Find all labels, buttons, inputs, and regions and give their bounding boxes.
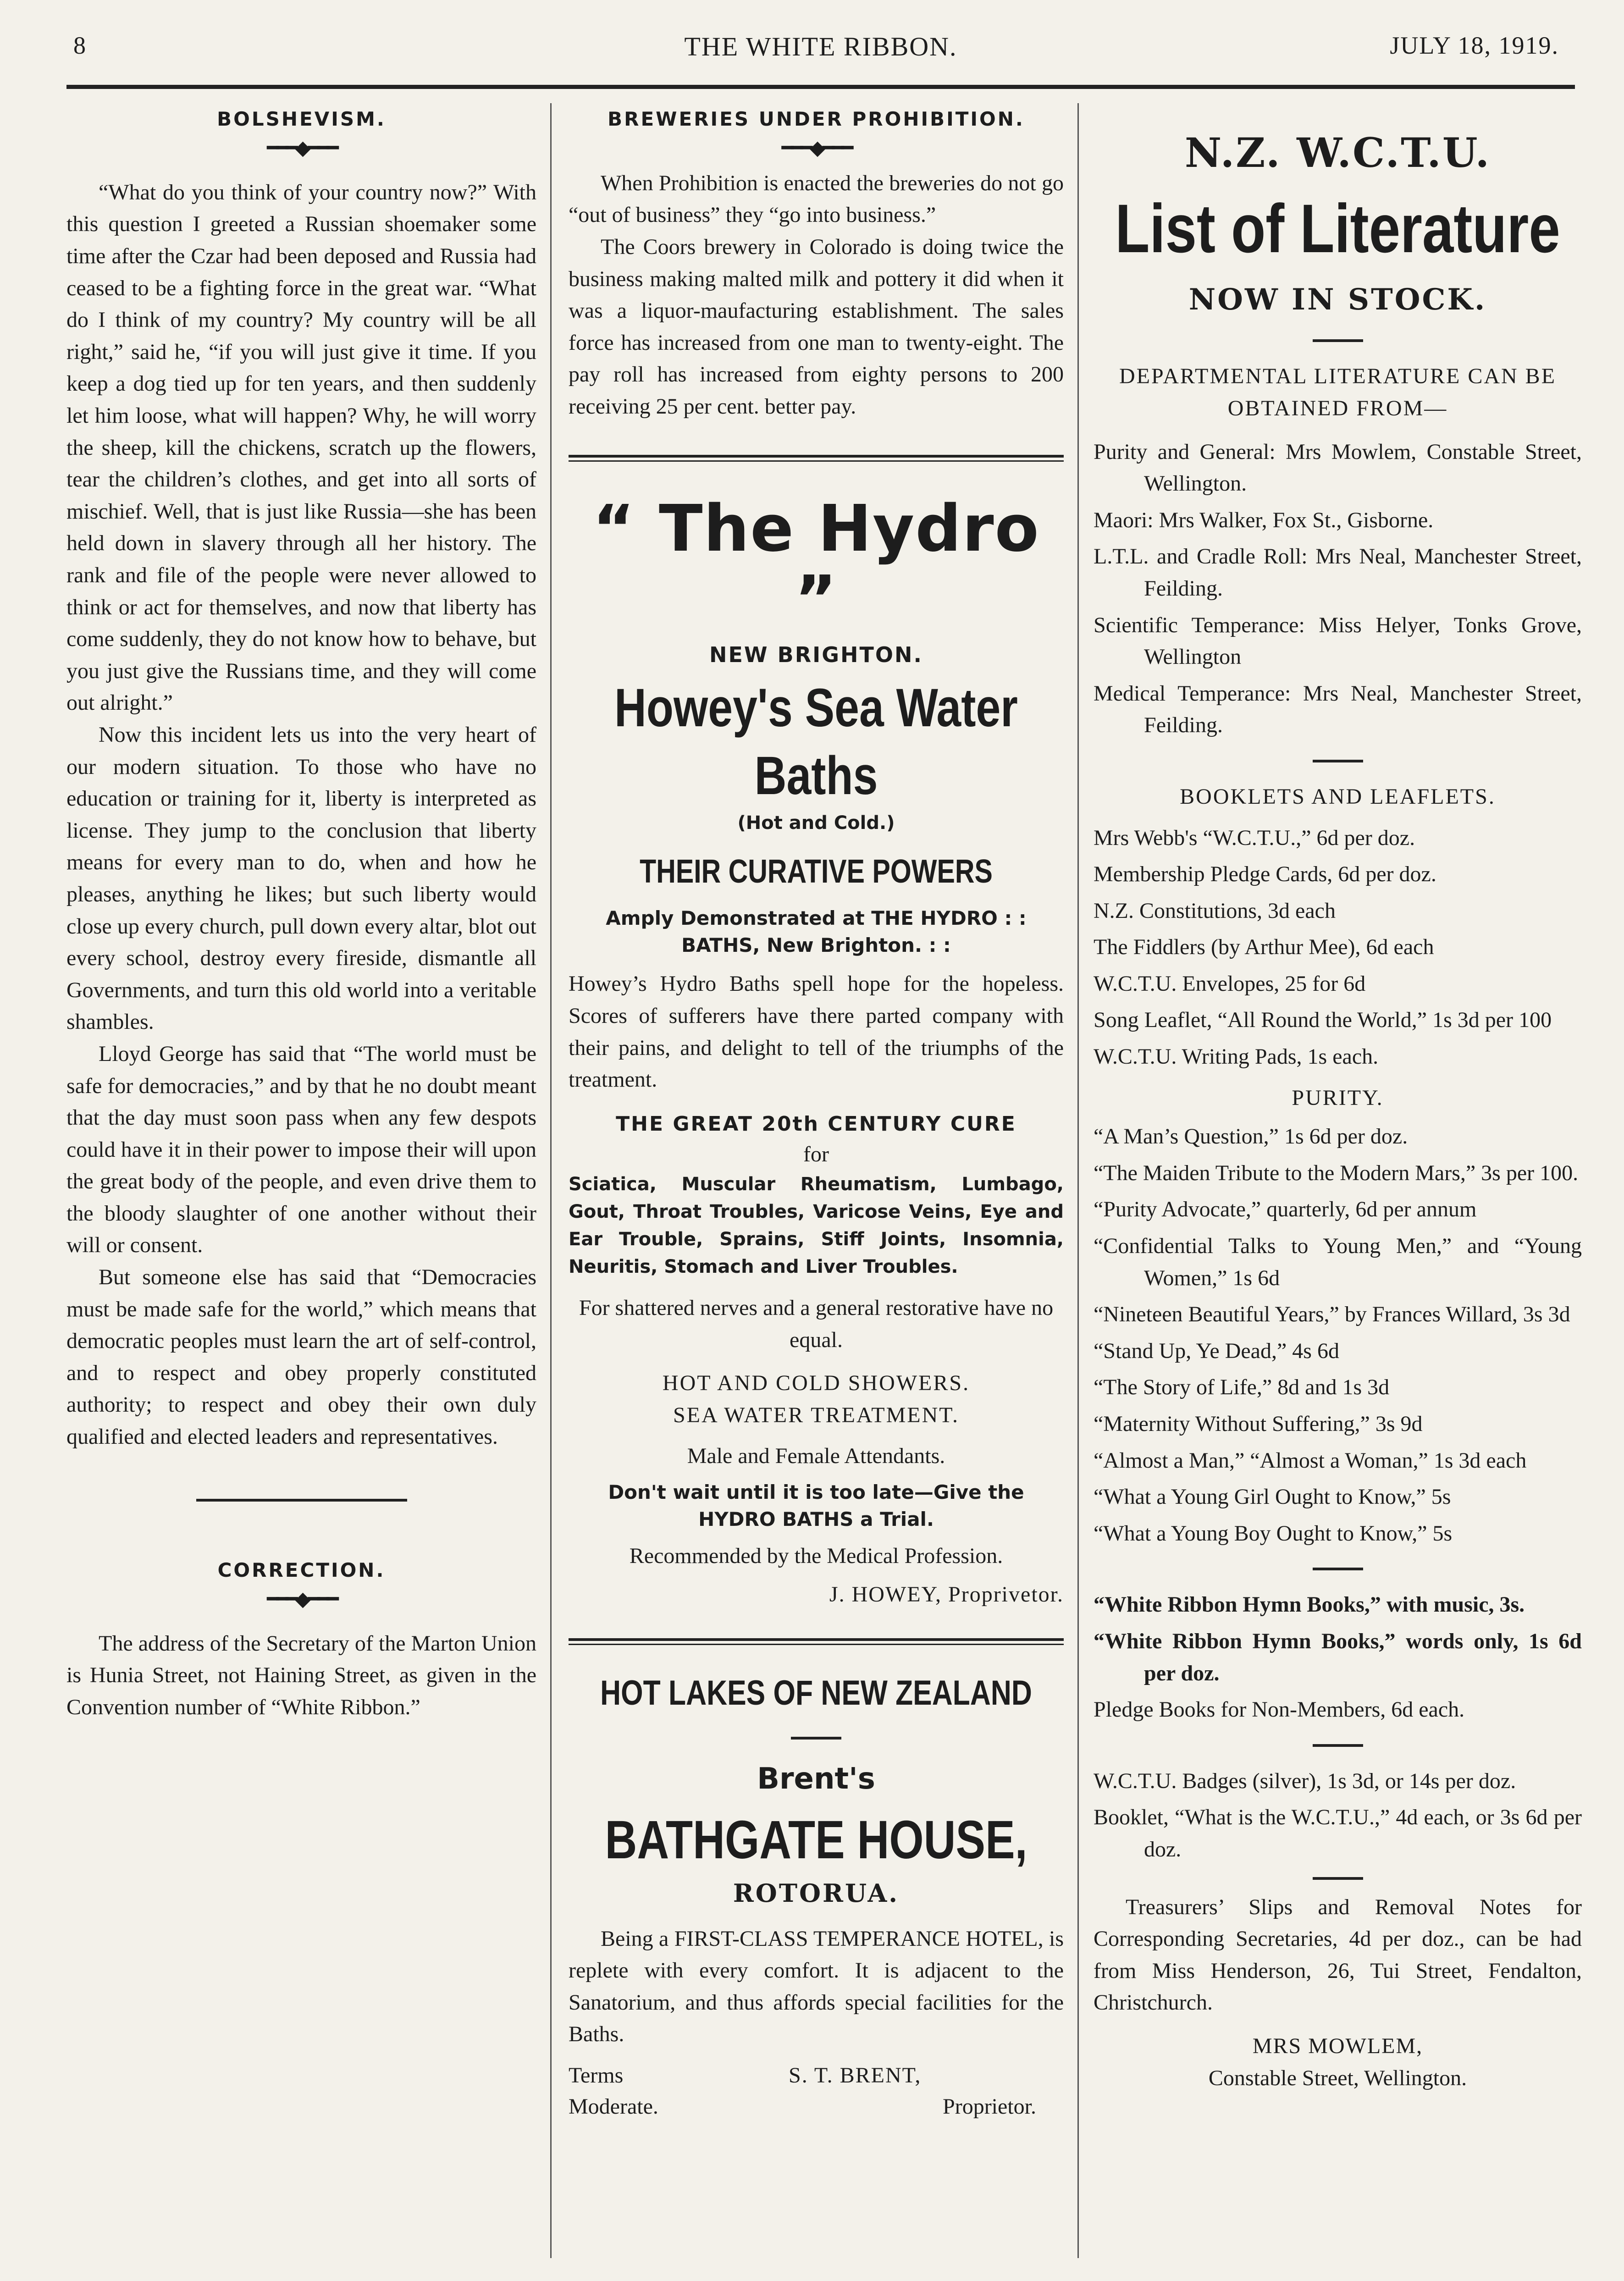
purity-item: “Purity Advocate,” quarterly, 6d per annum	[1094, 1197, 1477, 1222]
section-rule	[569, 1638, 1064, 1645]
terms-label: Terms	[569, 2063, 624, 2088]
badge-item: Booklet, “What is the W.C.T.U.,” 4d each, or 3s 6d per doz.	[1094, 1805, 1582, 1861]
hydro-curative-powers: THEIR CURATIVE POWERS	[640, 853, 993, 890]
column-divider	[1077, 103, 1079, 2258]
department-item: L.T.L. and Cradle Roll: Mrs Neal, Manchester Street, Feilding.	[1094, 544, 1582, 601]
short-rule	[791, 1737, 841, 1740]
literature-title: List of Literature	[1115, 189, 1560, 267]
hydro-proprietor: J. HOWEY, Proprivetor.	[829, 1582, 1064, 1607]
section-rule	[569, 455, 1064, 462]
purity-item: “Maternity Without Suffering,” 3s 9d	[1094, 1412, 1423, 1436]
short-rule	[1313, 1877, 1363, 1880]
article-paragraph: Lloyd George has said that “The world must be safe for democracies,” and by that he no doubt meant that the day must soon pass when any few despots could have it in their power to impose their will upon the great body of the people, and even drive them to the bloody slaughter of one another without their will or consent.	[66, 1041, 536, 1258]
hydro-place: NEW BRIGHTON.	[709, 642, 923, 667]
hymn-item: “White Ribbon Hymn Books,” words only, 1s 6d per doz.	[1094, 1629, 1582, 1685]
column-left	[66, 105, 536, 1723]
correction-heading: CORRECTION.	[217, 1558, 386, 1581]
bathgate-proprietor: Proprietor.	[943, 2094, 1036, 2119]
bathgate-description: Being a FIRST-CLASS TEMPERANCE HOTEL, is replete with every comfort. It is adjacent to the Sanatorium, and thus affords special facilities for the Baths.	[569, 1926, 1064, 2047]
column-middle	[569, 105, 1064, 2124]
hydro-title: “ The Hydro ”	[592, 491, 1040, 637]
purity-item: “Stand Up, Ye Dead,” 4s 6d	[1094, 1338, 1339, 1363]
brents-label: Brent's	[757, 1762, 875, 1796]
ornament-divider: ━━━◆━━━	[267, 136, 336, 159]
booklet-item: W.C.T.U. Writing Pads, 1s each.	[1094, 1044, 1379, 1069]
hydro-baths-name: Howey's Sea Water Baths	[614, 678, 1018, 806]
departmental-heading: DEPARTMENTAL LITERATURE CAN BE OBTAINED FROM—	[1119, 364, 1557, 420]
brent-name: S. T. BRENT,	[789, 2063, 922, 2088]
page-number: 8	[73, 32, 86, 59]
column-right	[1094, 105, 1582, 2094]
issue-date: JULY 18, 1919.	[1390, 32, 1559, 59]
booklet-item: Membership Pledge Cards, 6d per doz.	[1094, 862, 1436, 887]
department-item: Medical Temperance: Mrs Neal, Manchester Street, Feilding.	[1094, 681, 1582, 738]
hydro-description: Howey’s Hydro Baths spell hope for the hopeless. Scores of sufferers have there parted company with their pains, and delight to tell of the triumphs of the treatment.	[569, 972, 1064, 1092]
ornament-divider: ━━━◆━━━	[267, 1587, 336, 1610]
hydro-demonstrated: Amply Demonstrated at THE HYDRO : : BATHS, New Brighton. : :	[606, 906, 1027, 956]
cure-for: for	[803, 1142, 829, 1167]
hot-lakes-heading: HOT LAKES OF NEW ZEALAND	[600, 1673, 1032, 1712]
badge-item: W.C.T.U. Badges (silver), 1s 3d, or 14s per doz.	[1094, 1768, 1516, 1793]
short-rule	[1313, 1568, 1363, 1570]
ailments-list: Sciatica, Muscular Rheumatism, Lumbago, Gout, Throat Troubles, Varicose Veins, Eye and Ear Trouble, Sprains, Stiff Joints, Insomnia, Neuritis, Stomach and Liver Troubles.	[569, 1174, 1064, 1278]
bolshevism-heading: BOLSHEVISM.	[217, 108, 386, 130]
hymn-item: “White Ribbon Hymn Books,” with music, 3s.	[1094, 1592, 1525, 1617]
purity-item: “What a Young Girl Ought to Know,” 5s	[1094, 1485, 1451, 1509]
booklet-item: Song Leaflet, “All Round the World,” 1s 3d per 100	[1094, 1008, 1552, 1033]
purity-item: “Nineteen Beautiful Years,” by Frances Willard, 3s 3d	[1094, 1302, 1570, 1327]
article-paragraph: But someone else has said that “Democracies must be made safe for the world,” which means that democratic peoples must learn the art of self-control, and to respect and obey properly constituted authority; to respect and obey their own duly qualified and elected leaders and representatives.	[66, 1265, 536, 1449]
department-item: Scientific Temperance: Miss Helyer, Tonks Grove, Wellington	[1094, 613, 1582, 669]
page-header	[69, 23, 1573, 92]
booklet-item: Mrs Webb's “W.C.T.U.,” 6d per doz.	[1094, 825, 1415, 850]
booklet-item: The Fiddlers (by Arthur Mee), 6d each	[1094, 935, 1434, 960]
hydro-hot-cold: (Hot and Cold.)	[737, 812, 895, 834]
purity-heading: PURITY.	[1292, 1085, 1384, 1110]
bathgate-house-title: BATHGATE HOUSE,	[605, 1809, 1027, 1870]
wctu-org-name: N.Z. W.C.T.U.	[1184, 129, 1491, 177]
hydro-dont-wait: Don't wait until it is too late—Give the HYDRO BATHS a Trial.	[608, 1481, 1024, 1530]
purity-item: “The Story of Life,” 8d and 1s 3d	[1094, 1375, 1390, 1400]
hydro-showers: HOT AND COLD SHOWERS.	[662, 1371, 970, 1396]
booklet-item: W.C.T.U. Envelopes, 25 for 6d	[1094, 971, 1366, 996]
section-rule	[196, 1499, 407, 1502]
short-rule	[1313, 760, 1363, 762]
purity-item: “A Man’s Question,” 1s 6d per doz.	[1094, 1124, 1408, 1149]
short-rule	[1313, 1744, 1363, 1747]
newspaper-title: THE WHITE RIBBON.	[684, 32, 957, 61]
hydro-treatment: SEA WATER TREATMENT.	[673, 1403, 960, 1427]
short-rule	[1313, 339, 1363, 342]
purity-item: “The Maiden Tribute to the Modern Mars,” 3s per 100.	[1094, 1160, 1579, 1185]
hydro-recommended: Recommended by the Medical Profession.	[629, 1543, 1003, 1568]
purity-item: “Almost a Man,” “Almost a Woman,” 1s 3d each	[1094, 1448, 1527, 1473]
correction-paragraph: The address of the Secretary of the Marton Union is Hunia Street, not Haining Street, as given in the Convention number of “White Ribbon.”	[66, 1631, 536, 1719]
article-paragraph: The Coors brewery in Colorado is doing twice the business making malted milk and pottery it did when it was a liquor-maufacturing establishment. The sales force has increased from one man to twenty-eight. The pay roll has increased from eighty persons to 200 receiving 25 per cent. better pay.	[569, 235, 1064, 419]
ornament-divider: ━━━◆━━━	[781, 136, 851, 159]
article-paragraph: Now this incident lets us into the very heart of our modern situation. To those who have no education or training for it, liberty is interpreted as license. They jump to the conclusion that liberty means for every man to do, when and how he pleases, anything he likes; but such liberty would close up every church, pull down every altar, blot out every school, destroy every fireside, dismantle all Governments, and turn this old world into a veritable shambles.	[66, 722, 536, 1034]
moderate-label: Moderate.	[569, 2094, 658, 2119]
breweries-heading: BREWERIES UNDER PROHIBITION.	[608, 108, 1025, 130]
treasurers-notice: Treasurers’ Slips and Removal Notes for Corresponding Secretaries, 4d per doz., can be had from Miss Henderson, 26, Tui Street, Fendalton, Christchurch.	[1094, 1894, 1582, 2015]
purity-item: “What a Young Boy Ought to Know,” 5s	[1094, 1521, 1453, 1546]
signature-address: Constable Street, Wellington.	[1208, 2066, 1467, 2090]
now-in-stock: NOW IN STOCK.	[1188, 282, 1487, 317]
booklets-heading: BOOKLETS AND LEAFLETS.	[1180, 784, 1496, 809]
bathgate-footer	[569, 2060, 1064, 2124]
cure-heading: THE GREAT 20th CENTURY CURE	[616, 1112, 1016, 1136]
article-paragraph: When Prohibition is enacted the breweries do not go “out of business” they “go into business.”	[569, 171, 1064, 227]
header-rule	[66, 85, 1575, 89]
department-item: Purity and General: Mrs Mowlem, Constable Street, Wellington.	[1094, 439, 1582, 496]
rotorua-label: ROTORUA.	[733, 1878, 900, 1908]
column-divider	[550, 103, 552, 2258]
department-item: Maori: Mrs Walker, Fox St., Gisborne.	[1094, 508, 1434, 532]
article-paragraph: “What do you think of your country now?” With this question I greeted a Russian shoemaker some time after the Czar had been deposed and Russia had ceased to be a fighting force in the great war. “What do I think of my country? My country will be all right,” said he, “if you will just give it time. If you keep a dog tied up for ten years, and then suddenly let him loose, what will happen? Why, he will worry the sheep, kill the chickens, scratch up the flowers, tear the children’s clothes, and get into all sorts of mischief. Well, that is just like Russia—she has been held down in slavery through all her history. The rank and file of the people were never allowed to think or act for themselves, and now that liberty has come suddenly, they do not know how to behave, but you just give the Russians time, and they will come out alright.”	[66, 180, 536, 715]
signature-name: MRS MOWLEM,	[1252, 2033, 1423, 2058]
hymn-item: Pledge Books for Non-Members, 6d each.	[1094, 1697, 1465, 1722]
booklet-item: N.Z. Constitutions, 3d each	[1094, 898, 1336, 923]
hydro-attendants: Male and Female Attendants.	[687, 1444, 945, 1469]
hydro-nerves: For shattered nerves and a general restorative have no equal.	[579, 1296, 1054, 1352]
purity-item: “Confidential Talks to Young Men,” and “Young Women,” 1s 6d	[1094, 1234, 1582, 1290]
